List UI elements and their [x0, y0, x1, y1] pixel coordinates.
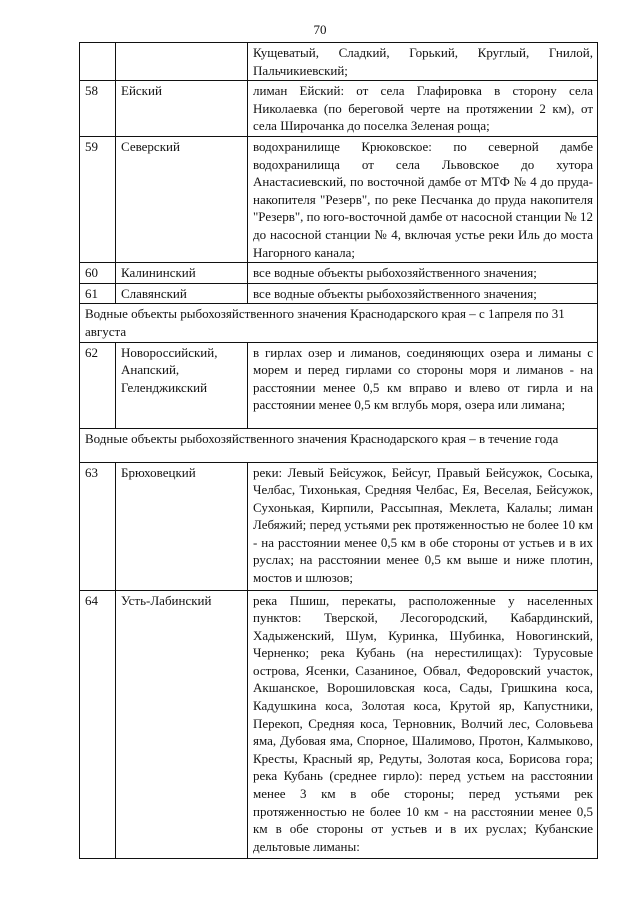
- table-row: [80, 590, 598, 858]
- district-name: Калининский: [116, 263, 248, 284]
- district-name: Новороссийский, Анапский, Геленджикский: [116, 342, 248, 428]
- section-heading: Водные объекты рыбохозяйственного значения Краснодарского края – в течение года: [80, 428, 598, 462]
- row-number: 62: [80, 342, 116, 428]
- row-number: 61: [80, 283, 116, 304]
- table-row: [80, 43, 598, 81]
- section-heading: Водные объекты рыбохозяйственного значения Краснодарского края – с 1апреля по 31 августа: [80, 304, 598, 342]
- row-description: водохранилище Крюковское: по северной дамбе водохранилища от села Львовское до хутора Анастасиевский, по восточной дамбе от МТФ № 4 до пруда-накопителя "Резерв", по реке Песчанка до пруда накопителя "Резерв", по юго-восточной дамбе от насосной станции № 12 до насосной станции № 4, включая устье реки Иль до моста Нагорного канала;: [248, 136, 598, 262]
- row-description: в гирлах озер и лиманов, соединяющих озера и лиманы с морем и перед гирлами со стороны моря и лиманов - на расстоянии менее 0,5 км вправо и влево от гирла и на расстоянии менее 0,5 км вглубь моря, озера или лимана;: [248, 342, 598, 428]
- row-description: река Пшиш, перекаты, расположенные у населенных пунктов: Тверской, Лесогородский, Кабардинский, Хадыженский, Шум, Куринка, Шубинка, Новогинский, Черненко; река Кубань (на нерестилищах): Турусовые острова, Ясенки, Сазаниное, Обвал, Федоровский участок, Акшанское, Ворошиловская коса, Сады, Гришкина коса, Кадушкина коса, Золотая коса, Крутой яр, Капустники, Перекоп, Средняя коса, Терновник, Волчий лес, Соловьева яма, Дубовая яма, Спорное, Шалимово, Протон, Калмыково, Кресты, Красный яр, Редуты, Золотая коса, Борисова гора; река Кубань (среднее гирло): перед устьем на расстоянии менее 3 км в обе стороны; перед устьями рек протяженностью не более 10 км - на расстоянии менее 0,5 км в обе стороны от устьев и в их руслах; Кубанские дельтовые лиманы:: [248, 590, 598, 858]
- row-number: 60: [80, 263, 116, 284]
- table-row: [80, 283, 598, 304]
- row-number: 64: [80, 590, 116, 858]
- row-number: 59: [80, 136, 116, 262]
- row-number: 63: [80, 462, 116, 590]
- row-number: [80, 43, 116, 81]
- row-description: все водные объекты рыбохозяйственного значения;: [248, 283, 598, 304]
- row-description: реки: Левый Бейсужок, Бейсуг, Правый Бейсужок, Сосыка, Челбас, Тихонькая, Средняя Челбас, Ея, Веселая, Бейсужок, Сухонькая, Кирпили, Рассыпная, Меклета, Калалы; лиман Лебяжий; перед устьями рек протяженностью не более 10 км - на расстоянии менее 0,5 км в обе стороны от устьев и в их руслах; на расстоянии менее 0,5 км выше и ниже плотин, мостов и шлюзов;: [248, 462, 598, 590]
- district-name: Славянский: [116, 283, 248, 304]
- district-name: Усть-Лабинский: [116, 590, 248, 858]
- district-name: Брюховецкий: [116, 462, 248, 590]
- section-header-row: [80, 304, 598, 342]
- row-description: все водные объекты рыбохозяйственного значения;: [248, 263, 598, 284]
- page-number: 70: [313, 22, 327, 37]
- table-row: [80, 81, 598, 137]
- table-row: [80, 462, 598, 590]
- table-row: [80, 263, 598, 284]
- district-name: [116, 43, 248, 81]
- district-name: Ейский: [116, 81, 248, 137]
- table-row: [80, 342, 598, 428]
- row-description: лиман Ейский: от села Глафировка в сторону села Николаевка (по береговой черте на протяжении 2 км), от села Широчанка до поселка Зеленая роща;: [248, 81, 598, 137]
- table-row: [80, 136, 598, 262]
- section-header-row: [80, 428, 598, 462]
- row-description: Кущеватый, Сладкий, Горький, Круглый, Гнилой, Пальчикиевский;: [248, 43, 598, 81]
- row-number: 58: [80, 81, 116, 137]
- water-objects-table: [79, 42, 598, 859]
- district-name: Северский: [116, 136, 248, 262]
